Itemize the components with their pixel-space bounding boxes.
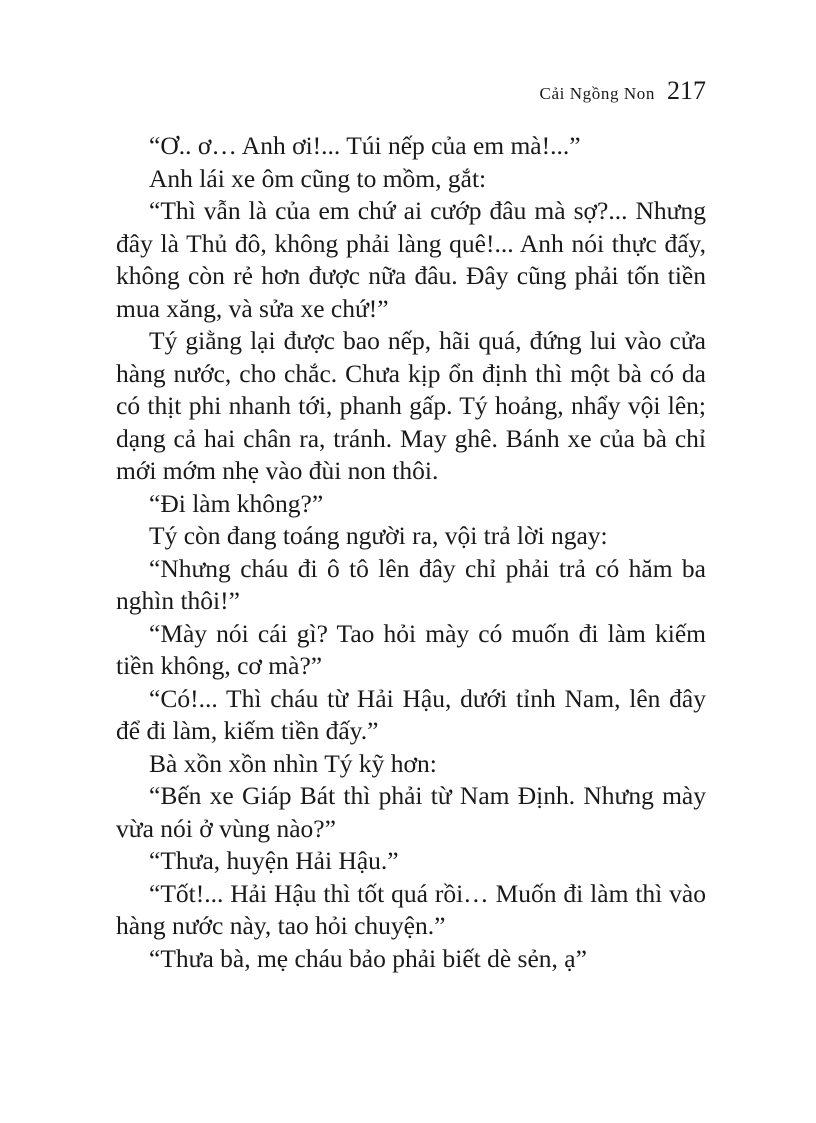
paragraph: “Ơ.. ơ… Anh ơi!... Túi nếp của em mà!...”	[149, 131, 581, 160]
paragraph: Anh lái xe ôm cũng to mồm, gắt:	[149, 163, 487, 193]
paragraph: “Nhưng cháu đi ô tô lên đây chỉ phải trả có hăm ba nghìn thôi!”	[116, 553, 706, 615]
running-title: Cải Ngồng Non	[539, 84, 655, 103]
paragraph: Tý giằng lại được bao nếp, hãi quá, đứng lui vào cửa hàng nước, cho chắc. Chưa kịp ổn định thì một bà có da có thịt phi nhanh tới, phanh gấp. Tý hoảng, nhẩy vội lên; dạng cả hai chân ra, tránh. May ghê. Bánh xe của bà chỉ mới mớm nhẹ vào đùi non thôi.	[116, 326, 706, 485]
paragraph: “Đi làm không?”	[149, 488, 324, 518]
paragraph: “Thì vẫn là của em chứ ai cướp đâu mà sợ?... Nhưng đây là Thủ đô, không phải làng quê!... Anh nói thực đấy, không còn rẻ hơn được nữa đâu. Đây cũng phải tốn tiền mua xăng, và sửa xe chứ!”	[116, 196, 706, 323]
paragraph: “Có!... Thì cháu từ Hải Hậu, dưới tỉnh Nam, lên đây để đi làm, kiếm tiền đấy.”	[116, 683, 706, 745]
paragraph: “Thưa, huyện Hải Hậu.”	[149, 846, 399, 875]
paragraph: Tý còn đang toáng người ra, vội trả lời ngay:	[149, 521, 608, 550]
page-number: 217	[667, 76, 706, 105]
paragraph: “Bến xe Giáp Bát thì phải từ Nam Định. Nhưng mày vừa nói ở vùng nào?”	[116, 781, 706, 843]
paragraph: Bà xồn xồn nhìn Tý kỹ hơn:	[149, 748, 437, 778]
paragraph: “Thưa bà, mẹ cháu bảo phải biết dè sẻn, ạ”	[149, 943, 587, 973]
paragraph: “Tốt!... Hải Hậu thì tốt quá rồi… Muốn đi làm thì vào hàng nước này, tao hỏi chuyện.”	[116, 878, 706, 940]
paragraph: “Mày nói cái gì? Tao hỏi mày có muốn đi làm kiếm tiền không, cơ mà?”	[116, 618, 706, 680]
running-header	[540, 76, 706, 106]
body-text	[116, 130, 706, 975]
